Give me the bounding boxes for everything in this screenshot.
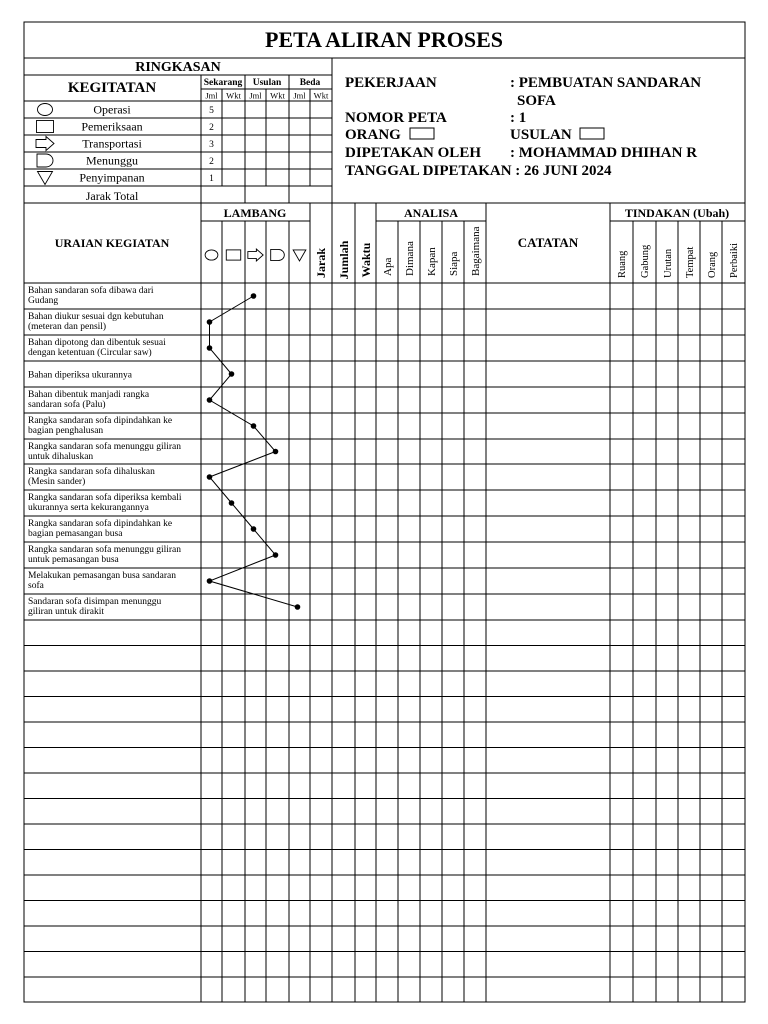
flow-point (229, 500, 235, 506)
summary-heading: RINGKASAN (135, 60, 221, 75)
operation-symbol-icon (205, 250, 218, 260)
activity-text: Rangka sandaran sofa dipindahkan ke (28, 519, 173, 529)
activity-text: sofa (28, 581, 44, 591)
activity-text: untuk pemasangan busa (28, 555, 119, 565)
flow-point (207, 578, 213, 584)
usulan-label: USULAN (510, 127, 572, 143)
summary-group-header: Sekarang (203, 78, 243, 88)
activity-text: Bahan sandaran sofa dibawa dari (28, 286, 154, 296)
tanggal-text: TANGGAL DIPETAKAN : 26 JUNI 2024 (345, 163, 612, 179)
summary-row-count: 2 (209, 157, 214, 167)
analisa-col-header: Kapan (426, 247, 438, 276)
summary-group-header: Beda (299, 78, 321, 88)
orang-label: ORANG (345, 127, 401, 143)
dipetakan-value: : MOHAMMAD DHIHAN R (510, 145, 698, 161)
summary-row-count: 5 (209, 106, 214, 116)
activity-text: untuk dihaluskan (28, 452, 94, 462)
summary-row-label: Pemeriksaan (81, 119, 143, 134)
lambang-symbol (248, 249, 263, 261)
summary-row-label: Transportasi (82, 136, 142, 151)
usulan-checkbox (580, 128, 604, 139)
nomor-peta-label: NOMOR PETA (345, 110, 447, 126)
activity-text: Rangka sandaran sofa menunggu giliran (28, 545, 182, 555)
lambang-symbol (293, 250, 306, 261)
flow-point (251, 293, 257, 299)
activity-text: Sandaran sofa disimpan menunggu (28, 597, 162, 607)
activity-text: ukurannya serta kekurangannya (28, 503, 149, 513)
summary-sub-header: Jml (293, 90, 306, 101)
summary-row-count: 2 (209, 123, 214, 133)
analisa-col-header: Bagaimana (470, 226, 482, 276)
summary-sub-header: Wkt (226, 90, 241, 101)
jarak-total-label: Jarak Total (85, 189, 139, 203)
summary-row-label: Menunggu (86, 153, 138, 168)
lambang-symbol (271, 249, 285, 260)
summary-symbol-delay (37, 154, 53, 167)
transport-symbol-icon (248, 249, 263, 261)
flow-point (229, 371, 235, 377)
summary-symbol-circle (38, 104, 53, 116)
activity-text: Bahan diukur sesuai dgn kebutuhan (28, 312, 164, 322)
flow-point (295, 604, 301, 610)
summary-sub-header: Wkt (313, 90, 329, 101)
activity-text: bagian pemasangan busa (28, 529, 123, 539)
summary-group-header: Usulan (252, 78, 282, 88)
activity-text: Rangka sandaran sofa diperiksa kembali (28, 493, 182, 503)
activity-text: sandaran sofa (Palu) (28, 400, 106, 410)
tindakan-col-header: Ruang (617, 250, 628, 278)
flow-point (207, 397, 213, 403)
delay-symbol-icon (271, 249, 285, 260)
tindakan-col-header: Perbaiki (729, 243, 740, 278)
activity-text: bagian penghalusan (28, 426, 104, 436)
jarak-header: Jarak (314, 248, 328, 278)
analisa-col-header: Apa (382, 257, 394, 276)
flow-point (207, 319, 213, 325)
tindakan-col-header: Tempat (685, 246, 696, 278)
activity-text: dengan ketentuan (Circular saw) (28, 348, 152, 358)
activity-text: Rangka sandaran sofa dihaluskan (28, 467, 155, 477)
jumlah-header: Jumlah (337, 240, 351, 280)
storage-symbol-icon (38, 172, 53, 185)
summary-symbol-arrow (36, 137, 54, 151)
activity-text: Rangka sandaran sofa dipindahkan ke (28, 416, 173, 426)
summary-row-label: Penyimpanan (79, 170, 145, 185)
lambang-symbol (226, 250, 240, 260)
flow-point (207, 474, 213, 480)
activity-text: Bahan diperiksa ukurannya (28, 370, 132, 381)
activity-text: Rangka sandaran sofa menunggu giliran (28, 442, 182, 452)
flow-point (251, 423, 257, 429)
tindakan-col-header: Orang (707, 251, 718, 278)
pekerjaan-value-2: SOFA (517, 93, 556, 109)
flow-point (251, 526, 257, 532)
activity-text: (Mesin sander) (28, 477, 86, 487)
activity-text: (meteran dan pensil) (28, 322, 107, 332)
activity-text: Melakukan pemasangan busa sandaran (28, 571, 176, 581)
analisa-col-header: Siapa (448, 251, 460, 276)
activity-text: giliran untuk dirakit (28, 607, 104, 617)
flow-point (273, 552, 279, 558)
tindakan-header: TINDAKAN (Ubah) (624, 206, 730, 220)
orang-checkbox (410, 128, 434, 139)
tindakan-col-header: Gabung (640, 244, 651, 278)
catatan-header: CATATAN (517, 235, 579, 250)
lambang-header: LAMBANG (223, 206, 287, 220)
storage-symbol-icon (293, 250, 306, 261)
pekerjaan-label: PEKERJAAN (345, 75, 437, 91)
summary-row-count: 1 (209, 174, 214, 184)
analisa-header: ANALISA (403, 206, 459, 220)
activity-text: Bahan dipotong dan dibentuk sesuai (28, 338, 166, 348)
tindakan-col-header: Urutan (663, 248, 674, 278)
activity-text: Bahan dibentuk manjadi rangka (28, 390, 150, 400)
page-title: PETA ALIRAN PROSES (265, 27, 503, 52)
analisa-col-header: Dimana (404, 241, 416, 276)
nomor-peta-value: : 1 (510, 110, 527, 126)
summary-symbol-triangle (38, 172, 53, 185)
transport-symbol-icon (36, 137, 54, 151)
summary-row-count: 3 (209, 140, 214, 150)
flow-point (207, 345, 213, 351)
summary-symbol-square (37, 121, 54, 133)
dipetakan-label: DIPETAKAN OLEH (345, 145, 481, 161)
pekerjaan-value: : PEMBUATAN SANDARAN (510, 75, 702, 91)
waktu-header: Waktu (359, 242, 373, 278)
flow-line (210, 296, 298, 607)
uraian-header: URAIAN KEGIATAN (54, 236, 170, 250)
activity-text: Gudang (28, 296, 59, 306)
summary-sub-header: Wkt (270, 90, 285, 101)
delay-symbol-icon (37, 154, 53, 167)
lambang-symbol (205, 250, 218, 260)
inspection-symbol-icon (226, 250, 240, 260)
operation-symbol-icon (38, 104, 53, 116)
inspection-symbol-icon (37, 121, 54, 133)
summary-sub-header: Jml (249, 90, 262, 101)
flow-point (273, 449, 279, 455)
kegiatan-label: KEGITATAN (67, 80, 157, 96)
summary-sub-header: Jml (205, 90, 218, 101)
summary-row-label: Operasi (93, 102, 131, 117)
